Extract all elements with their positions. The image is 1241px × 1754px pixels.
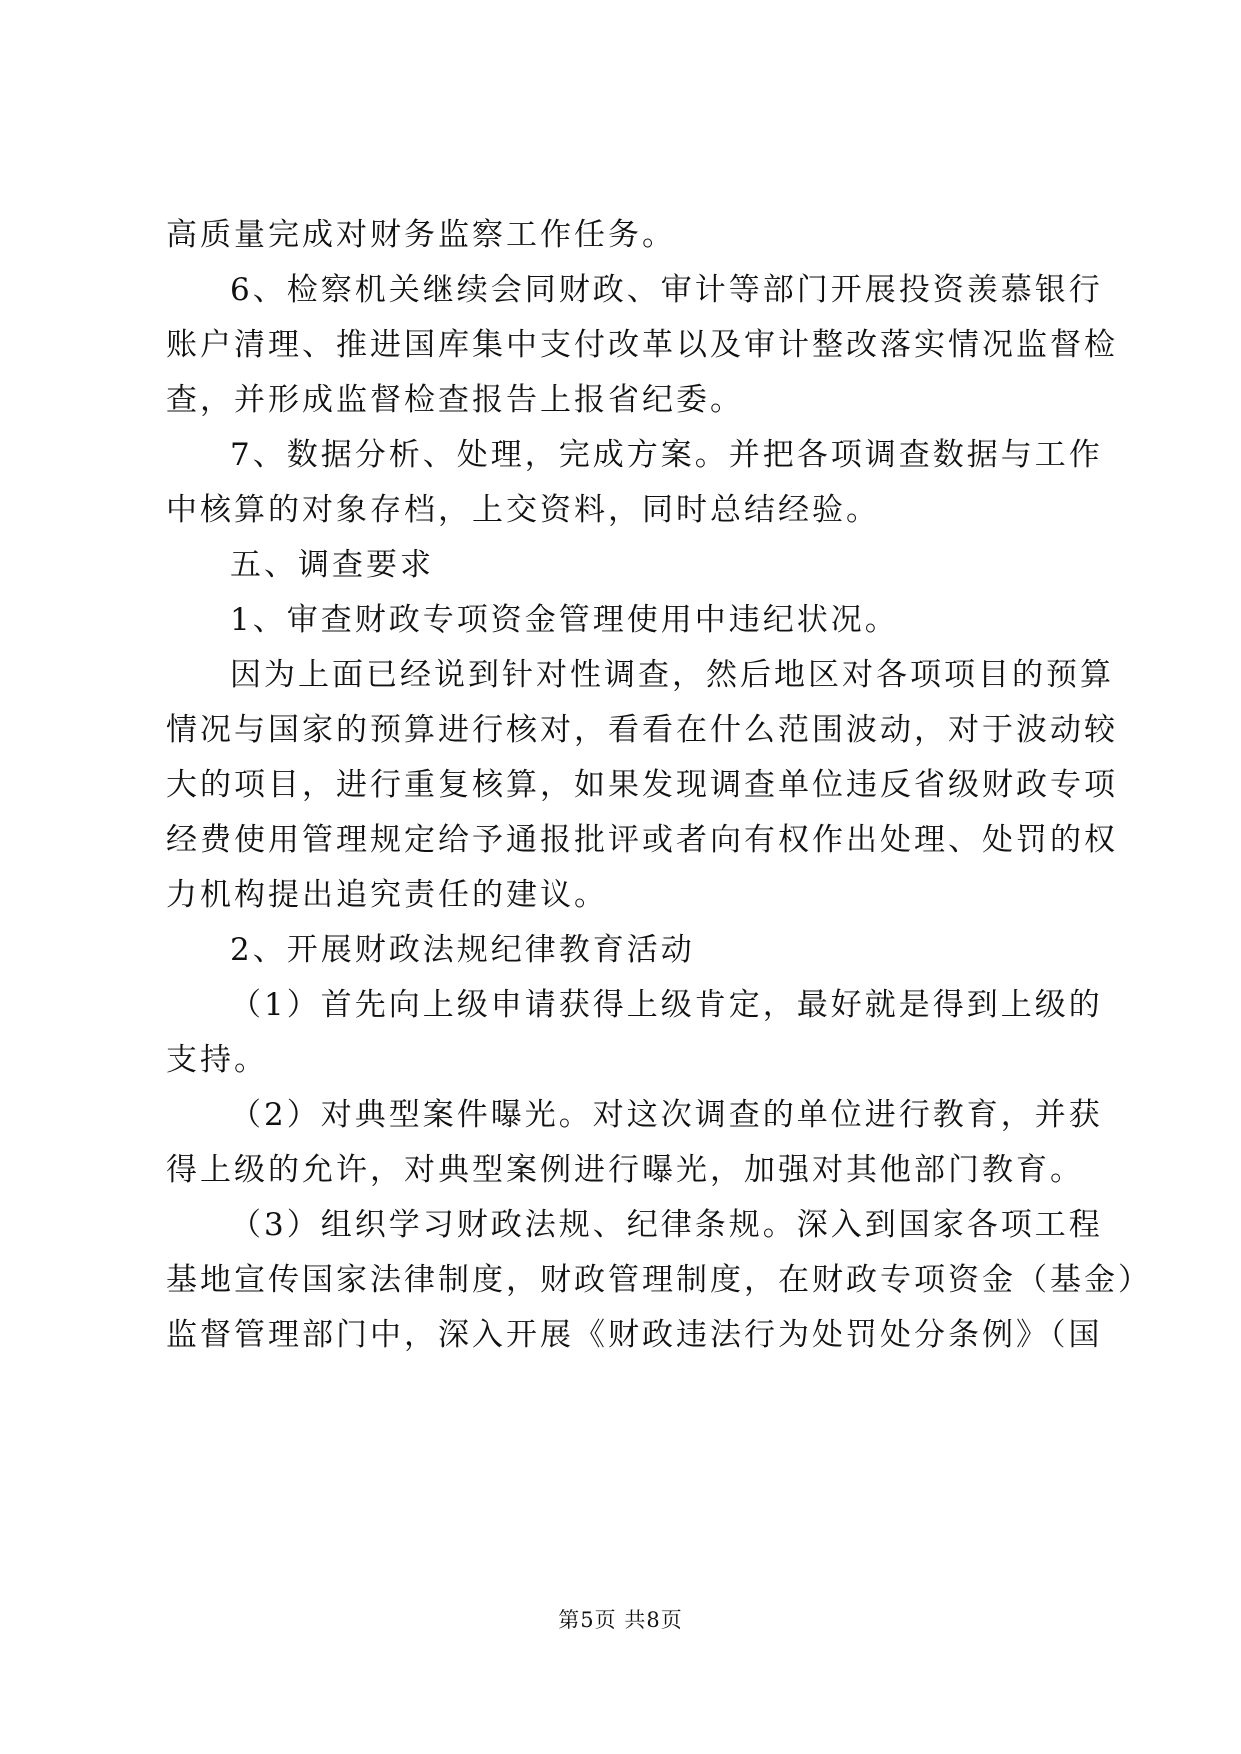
paragraph-line: 经费使用管理规定给予通报批评或者向有权作出处理、处罚的权 <box>166 822 1118 858</box>
paragraph-line: 6、检察机关继续会同财政、审计等部门开展投资羡慕银行 <box>230 272 1103 308</box>
paragraph-line: （1）首先向上级申请获得上级肯定，最好就是得到上级的 <box>230 987 1103 1023</box>
paragraph-line: 力机构提出追究责任的建议。 <box>166 877 608 913</box>
paragraph-line: 得上级的允许，对典型案例进行曝光，加强对其他部门教育。 <box>166 1152 1084 1188</box>
paragraph-line: 支持。 <box>166 1042 268 1078</box>
paragraph-line: 7、数据分析、处理，完成方案。并把各项调查数据与工作 <box>230 437 1103 473</box>
paragraph-line: 1、审查财政专项资金管理使用中违纪状况。 <box>230 602 899 638</box>
paragraph-line: 高质量完成对财务监察工作任务。 <box>166 217 676 253</box>
paragraph-line: 因为上面已经说到针对性调查，然后地区对各项项目的预算 <box>230 657 1114 693</box>
paragraph-line: 大的项目，进行重复核算，如果发现调查单位违反省级财政专项 <box>166 767 1118 803</box>
paragraph-line: 查，并形成监督检查报告上报省纪委。 <box>166 382 744 418</box>
paragraph-line: （3）组织学习财政法规、纪律条规。深入到国家各项工程 <box>230 1207 1103 1243</box>
paragraph-line: （2）对典型案件曝光。对这次调查的单位进行教育，并获 <box>230 1097 1103 1133</box>
paragraph-line: 中核算的对象存档，上交资料，同时总结经验。 <box>166 492 880 528</box>
paragraph-line: 基地宣传国家法律制度，财政管理制度，在财政专项资金（基金） <box>166 1262 1152 1298</box>
page-number-footer: 第5页 共8页 <box>558 1608 683 1632</box>
paragraph-line: 2、开展财政法规纪律教育活动 <box>230 932 695 968</box>
paragraph-line: 账户清理、推进国库集中支付改革以及审计整改落实情况监督检 <box>166 327 1118 363</box>
paragraph-line: 监督管理部门中，深入开展《财政违法行为处罚处分条例》（国 <box>166 1317 1103 1353</box>
section-heading: 五、调查要求 <box>230 547 434 583</box>
paragraph-line: 情况与国家的预算进行核对，看看在什么范围波动，对于波动较 <box>166 712 1118 748</box>
